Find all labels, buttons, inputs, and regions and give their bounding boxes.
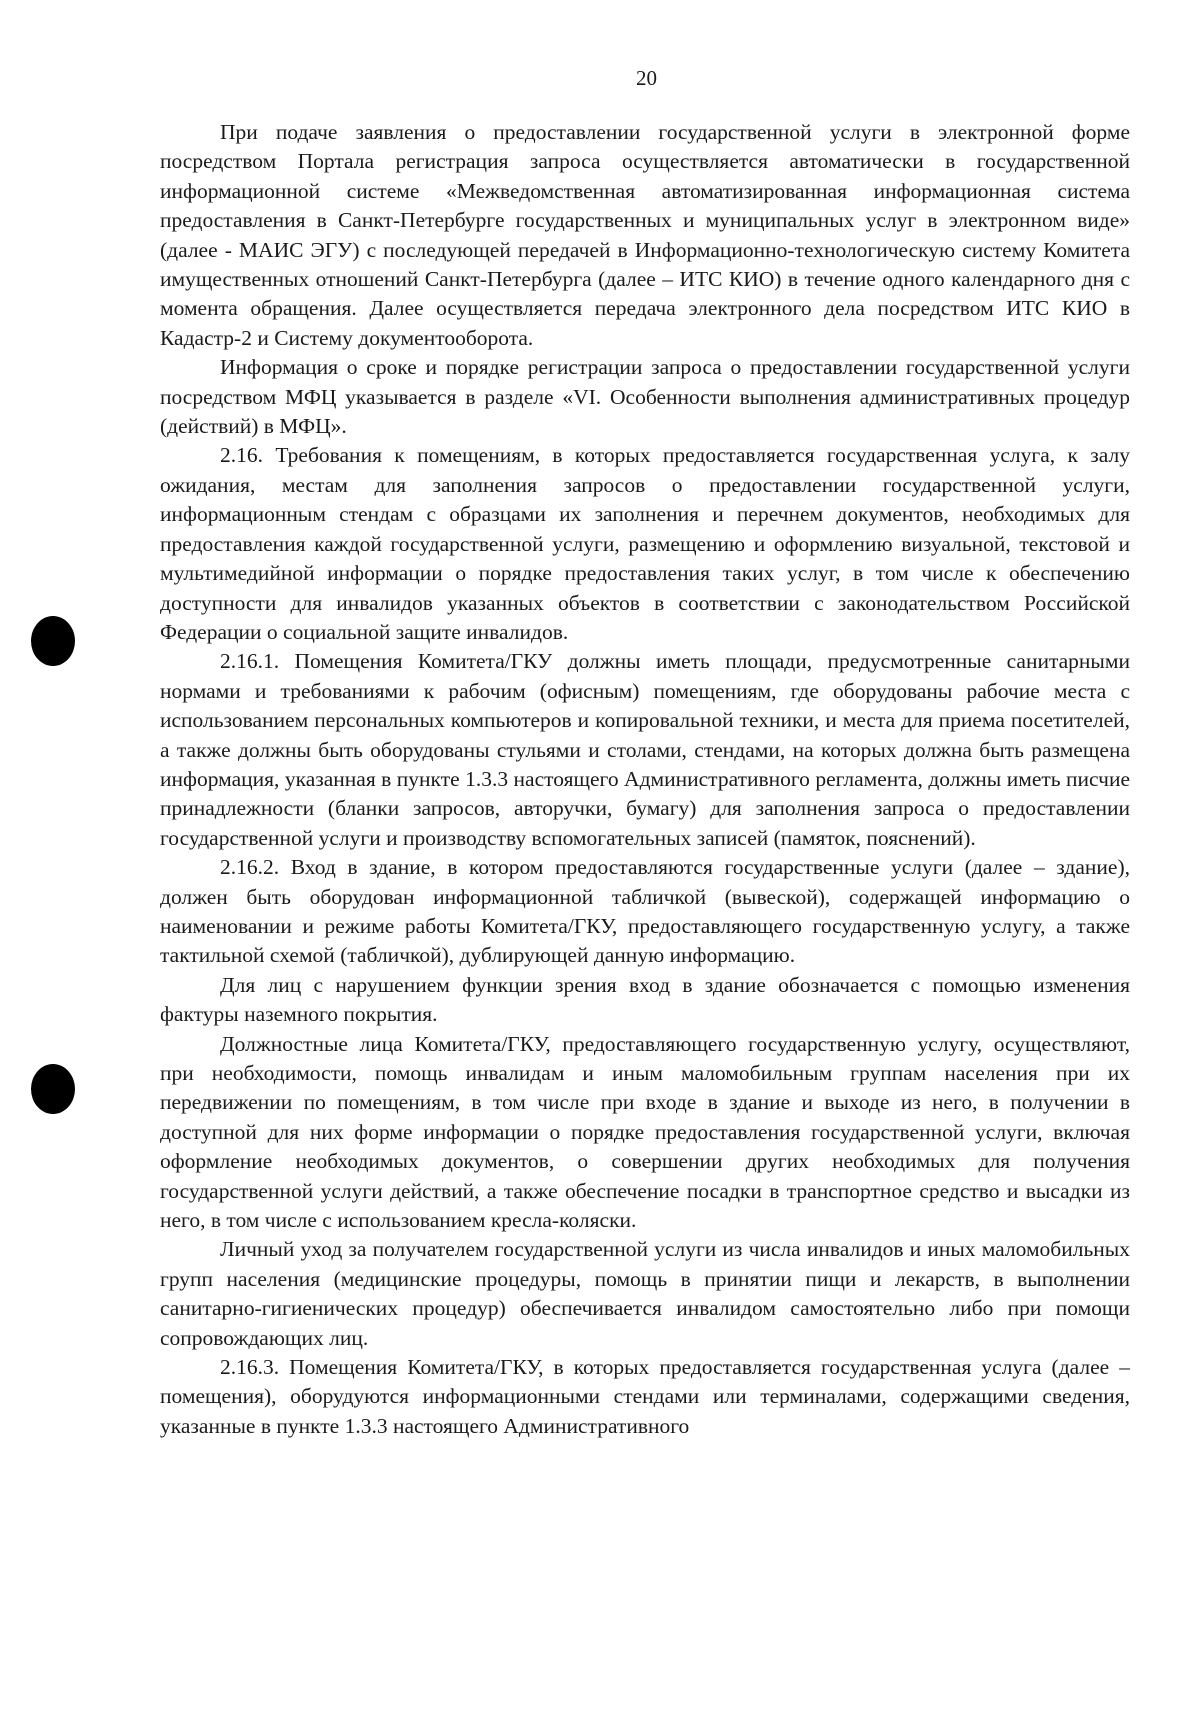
document-body xyxy=(160,118,1130,1441)
punch-hole-mark xyxy=(31,616,75,666)
paragraph-portal-registration: При подаче заявления о предоставлении государственной услуги в электронной форме посредством Портала регистрация запроса осуществляется автоматически в государственной информационной системе «Межведомственная автоматизированная информационная система предоставления в Санкт-Петербурге государственных и муниципальных услуг в электронном виде» (далее - МАИС ЭГУ) с последующей передачей в Информационно-технологическую систему Комитета имущественных отношений Санкт-Петербурга (далее – ИТС КИО) в течение одного календарного дня с момента обращения. Далее осуществляется передача электронного дела посредством ИТС КИО в Кадастр-2 и Систему документооборота. xyxy=(160,120,1130,350)
punch-hole-mark xyxy=(31,1064,75,1114)
paragraph-2-16-2-entrance: 2.16.2. Вход в здание, в котором предоставляются государственные услуги (далее – здание), должен быть оборудован информационной табличкой (вывеской), содержащей информацию о наименовании и режиме работы Комитета/ГКУ, предоставляющего государственную услугу, а также тактильной схемой (табличкой), дублирующей данную информацию. xyxy=(160,855,1130,968)
paragraph-mfc-registration-info: Информация о сроке и порядке регистрации запроса о предоставлении государственной услуги посредством МФЦ указывается в разделе «VI. Особенности выполнения административных процедур (действий) в МФЦ». xyxy=(160,355,1130,439)
paragraph-officials-assistance: Должностные лица Комитета/ГКУ, предоставляющего государственную услугу, осуществляют, при необходимости, помощь инвалидам и иным маломобильным группам населения при их передвижении по помещениям, в том числе при входе в здание и выходе из него, в получении в доступной для них форме информации о порядке предоставления государственной услуги, включая оформление необходимых документов, о совершении других необходимых для получения государственной услуги действий, а также обеспечение посадки в транспортное средство и высадки из него, в том числе с использованием кресла-коляски. xyxy=(160,1031,1130,1233)
paragraph-2-16-1-premises: 2.16.1. Помещения Комитета/ГКУ должны иметь площади, предусмотренные санитарными нормами и требованиями к рабочим (офисным) помещениям, где оборудованы рабочие места с использованием персональных компьютеров и копировальной техники, и места для приема посетителей, а также должны быть оборудованы стульями и столами, стендами, на которых должна быть размещена информация, указанная в пункте 1.3.3 настоящего Административного регламента, должны иметь писчие принадлежности (бланки запросов, авторучки, бумагу) для заполнения запроса о предоставлении государственной услуги и производству вспомогательных записей (памяток, пояснений). xyxy=(160,649,1130,850)
paragraph-personal-care: Личный уход за получателем государственной услуги из числа инвалидов и иных маломобильных групп населения (медицинские процедуры, помощь в принятии пищи и лекарств, в выполнении санитарно-гигиенических процедур) обеспечивается инвалидом самостоятельно либо при помощи сопровождающих лиц. xyxy=(160,1237,1130,1350)
page-number: 20 xyxy=(636,66,657,90)
paragraph-2-16-premises-requirements: 2.16. Требования к помещениям, в которых предоставляется государственная услуга, к залу ожидания, местам для заполнения запросов о предоставлении государственной услуги, информационным стендам с образцами их заполнения и перечнем документов, необходимых для предоставления каждой государственной услуги, размещению и оформлению визуальной, текстовой и мультимедийной информации о порядке предоставления таких услуг, в том числе к обеспечению доступности для инвалидов указанных объектов в соответствии с законодательством Российской Федерации о социальной защите инвалидов. xyxy=(160,443,1130,644)
paragraph-2-16-3-info-stands: 2.16.3. Помещения Комитета/ГКУ, в которых предоставляется государственная услуга (далее – помещения), оборудуются информационными стендами или терминалами, содержащими сведения, указанные в пункте 1.3.3 настоящего Административного xyxy=(160,1355,1130,1438)
paragraph-vision-impaired-entrance: Для лиц с нарушением функции зрения вход в здание обозначается с помощью изменения фактуры наземного покрытия. xyxy=(160,972,1130,1027)
